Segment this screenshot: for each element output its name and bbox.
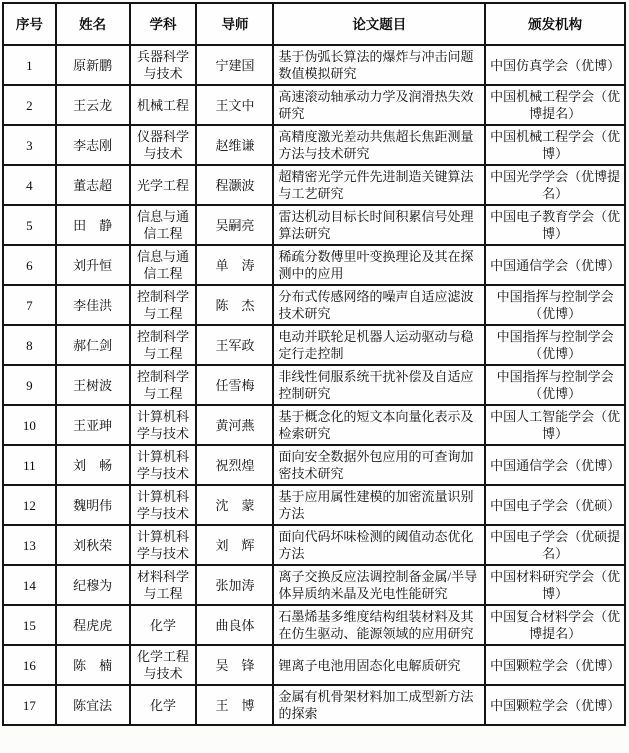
table-row [3,125,625,165]
row-number-cell: 4 [3,165,56,205]
advisor-cell: 张加涛 [196,565,273,605]
name-cell: 董志超 [56,165,130,205]
discipline-cell: 控制科学与工程 [130,365,197,405]
discipline-cell: 材料科学与工程 [130,565,197,605]
table-row [3,485,625,525]
row-number-cell: 12 [3,485,56,525]
name-cell: 刘 畅 [56,445,130,485]
header-discipline: 学科 [130,3,197,45]
row-number-cell: 13 [3,525,56,565]
discipline-cell: 化学 [130,685,197,725]
thesis-title-cell: 分布式传感网络的噪声自适应滤波技术研究 [273,285,485,325]
award-table [2,2,626,726]
discipline-cell: 控制科学与工程 [130,285,197,325]
row-number-cell: 2 [3,85,56,125]
discipline-cell: 机械工程 [130,85,197,125]
advisor-cell: 王 博 [196,685,273,725]
table-row [3,685,625,725]
thesis-title-cell: 高精度激光差动共焦超长焦距测量方法与技术研究 [273,125,485,165]
table-row [3,325,625,365]
thesis-title-cell: 雷达机动目标长时间积累信号处理算法研究 [273,205,485,245]
institution-cell: 中国复合材料学会（优博提名） [485,605,625,645]
thesis-title-cell: 面向代码坏味检测的阈值动态优化方法 [273,525,485,565]
advisor-cell: 王军政 [196,325,273,365]
table-body [3,45,625,725]
thesis-title-cell: 面向安全数据外包应用的可查询加密技术研究 [273,445,485,485]
table-row [3,165,625,205]
table-row [3,565,625,605]
advisor-cell: 赵维谦 [196,125,273,165]
name-cell: 李志刚 [56,125,130,165]
thesis-title-cell: 基于概念化的短文本向量化表示及检索研究 [273,405,485,445]
row-number-cell: 6 [3,245,56,285]
table-row [3,445,625,485]
header-no: 序号 [3,3,56,45]
institution-cell: 中国材料研究学会（优博） [485,565,625,605]
discipline-cell: 计算机科学与技术 [130,485,197,525]
advisor-cell: 祝烈煌 [196,445,273,485]
name-cell: 刘秋荣 [56,525,130,565]
institution-cell: 中国机械工程学会（优博） [485,125,625,165]
row-number-cell: 17 [3,685,56,725]
discipline-cell: 仪器科学与技术 [130,125,197,165]
name-cell: 王亚珅 [56,405,130,445]
name-cell: 田 静 [56,205,130,245]
advisor-cell: 宁建国 [196,45,273,85]
institution-cell: 中国电子教育学会（优博） [485,205,625,245]
name-cell: 程虎虎 [56,605,130,645]
name-cell: 魏明伟 [56,485,130,525]
institution-cell: 中国人工智能学会（优博） [485,405,625,445]
thesis-title-cell: 非线性伺服系统干扰补偿及自适应控制研究 [273,365,485,405]
thesis-title-cell: 锂离子电池用固态化电解质研究 [273,645,485,685]
discipline-cell: 控制科学与工程 [130,325,197,365]
row-number-cell: 5 [3,205,56,245]
discipline-cell: 化学工程与技术 [130,645,197,685]
header-name: 姓名 [56,3,130,45]
header-row [3,3,625,45]
advisor-cell: 沈 蒙 [196,485,273,525]
thesis-title-cell: 石墨烯基多维度结构组装材料及其在仿生驱动、能源领域的应用研究 [273,605,485,645]
discipline-cell: 光学工程 [130,165,197,205]
name-cell: 陈 楠 [56,645,130,685]
table-row [3,285,625,325]
table-row [3,405,625,445]
header-advisor: 导师 [196,3,273,45]
discipline-cell: 化学 [130,605,197,645]
thesis-title-cell: 电动并联轮足机器人运动驱动与稳定行走控制 [273,325,485,365]
name-cell: 王树波 [56,365,130,405]
row-number-cell: 9 [3,365,56,405]
name-cell: 刘升恒 [56,245,130,285]
discipline-cell: 信息与通信工程 [130,205,197,245]
institution-cell: 中国电子学会（优硕） [485,485,625,525]
name-cell: 李佳洪 [56,285,130,325]
table-row [3,365,625,405]
advisor-cell: 陈 杰 [196,285,273,325]
thesis-title-cell: 基于伪弧长算法的爆炸与冲击问题数值模拟研究 [273,45,485,85]
row-number-cell: 1 [3,45,56,85]
institution-cell: 中国光学学会（优博提名） [485,165,625,205]
row-number-cell: 8 [3,325,56,365]
name-cell: 郝仁剑 [56,325,130,365]
advisor-cell: 单 涛 [196,245,273,285]
discipline-cell: 计算机科学与技术 [130,445,197,485]
name-cell: 原新鹏 [56,45,130,85]
advisor-cell: 黄河燕 [196,405,273,445]
thesis-title-cell: 超精密光学元件先进制造关键算法与工艺研究 [273,165,485,205]
thesis-title-cell: 离子交换反应法调控制备金属/半导体异质纳米晶及光电性能研究 [273,565,485,605]
discipline-cell: 兵器科学与技术 [130,45,197,85]
discipline-cell: 计算机科学与技术 [130,405,197,445]
row-number-cell: 15 [3,605,56,645]
table-row [3,525,625,565]
table-row [3,605,625,645]
advisor-cell: 曲良体 [196,605,273,645]
thesis-title-cell: 稀疏分数傅里叶变换理论及其在探测中的应用 [273,245,485,285]
advisor-cell: 刘 辉 [196,525,273,565]
name-cell: 纪穆为 [56,565,130,605]
table-row [3,45,625,85]
row-number-cell: 10 [3,405,56,445]
table-row [3,85,625,125]
institution-cell: 中国指挥与控制学会（优博） [485,365,625,405]
table-row [3,645,625,685]
institution-cell: 中国通信学会（优博） [485,245,625,285]
name-cell: 陈宜法 [56,685,130,725]
institution-cell: 中国通信学会（优博） [485,445,625,485]
header-institution: 颁发机构 [485,3,625,45]
institution-cell: 中国颗粒学会（优博） [485,685,625,725]
thesis-title-cell: 高速滚动轴承动力学及润滑热失效研究 [273,85,485,125]
institution-cell: 中国指挥与控制学会（优博） [485,325,625,365]
row-number-cell: 3 [3,125,56,165]
advisor-cell: 吴嗣亮 [196,205,273,245]
header-thesis-title: 论文题目 [273,3,485,45]
institution-cell: 中国仿真学会（优博） [485,45,625,85]
advisor-cell: 程灏波 [196,165,273,205]
institution-cell: 中国指挥与控制学会（优博） [485,285,625,325]
table-row [3,245,625,285]
discipline-cell: 信息与通信工程 [130,245,197,285]
thesis-title-cell: 金属有机骨架材料加工成型新方法的探索 [273,685,485,725]
advisor-cell: 吴 锋 [196,645,273,685]
row-number-cell: 11 [3,445,56,485]
thesis-title-cell: 基于应用属性建模的加密流量识别方法 [273,485,485,525]
institution-cell: 中国颗粒学会（优博） [485,645,625,685]
name-cell: 王云龙 [56,85,130,125]
discipline-cell: 计算机科学与技术 [130,525,197,565]
institution-cell: 中国电子学会（优硕提名） [485,525,625,565]
table-row [3,205,625,245]
advisor-cell: 王文中 [196,85,273,125]
row-number-cell: 16 [3,645,56,685]
advisor-cell: 任雪梅 [196,365,273,405]
institution-cell: 中国机械工程学会（优博提名） [485,85,625,125]
row-number-cell: 14 [3,565,56,605]
row-number-cell: 7 [3,285,56,325]
